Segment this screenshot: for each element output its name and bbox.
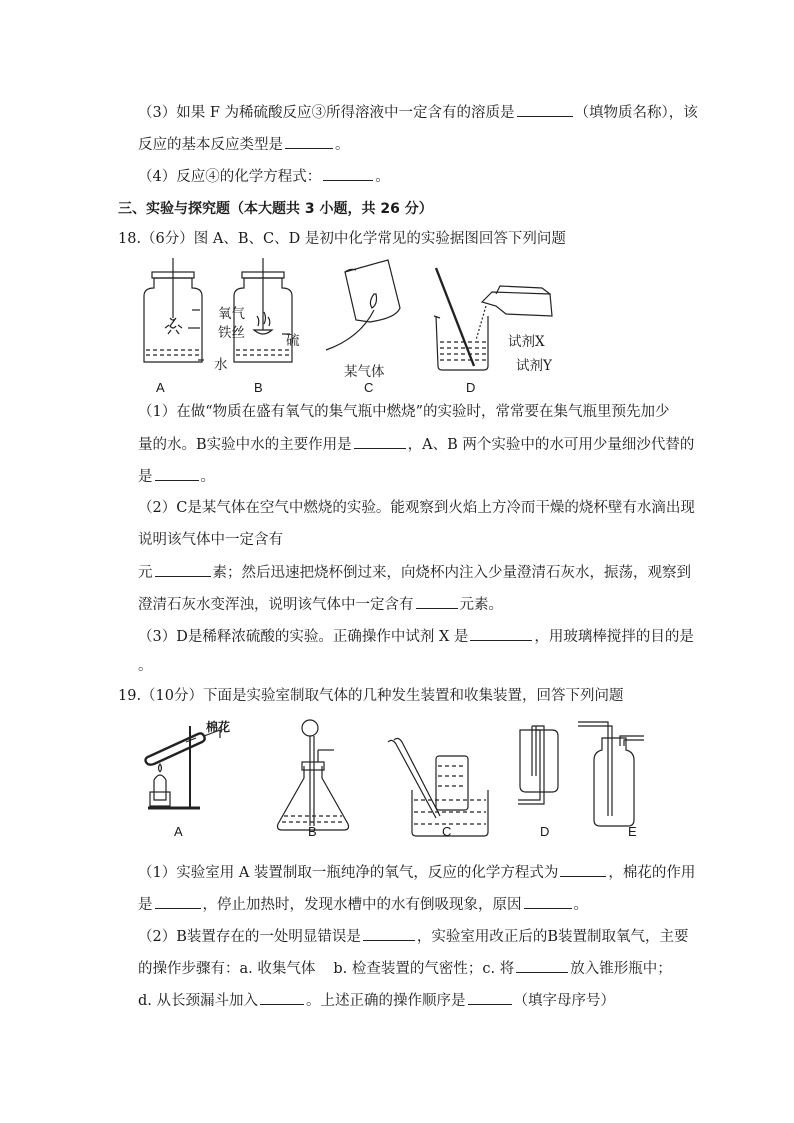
q19-part1-line2: 是 ，停止加热时，发现水槽中的水有倒吸现象，原因 。 [138,894,588,915]
q18-part1-line2: 量的水。B实验中水的主要作用是 ，A、B 两个实验中的水可用少量细沙代替的 [138,434,694,455]
answer-blank[interactable] [470,626,532,641]
caption-d: D [466,380,476,395]
q19-apparatus-drawing [140,716,660,846]
caption-b: B [308,824,317,839]
caption-a: A [174,824,183,839]
caption-c: C [442,824,452,839]
q17-part3-line1: （3）如果 F 为稀硫酸反应③所得溶液中一定含有的溶质是 （填物质名称），该 [138,102,698,123]
q18-part2-line4: 澄清石灰水变浑浊，说明该气体中一定含有 元素。 [138,594,503,615]
section-title: 三、实验与探究题（本大题共 3 小题，共 26 分） [118,201,433,217]
caption-a: A [156,380,165,395]
label-reagent-y: 试剂Y [516,358,552,374]
caption-e: E [628,824,637,839]
setup-c [388,738,488,836]
label-cotton: 棉花 [206,720,231,734]
q18-part3-line1: （3）D是稀释浓硫酸的实验。正确操作中试剂 X 是 ，用玻璃棒搅拌的目的是 [138,626,694,647]
answer-blank[interactable] [468,990,512,1005]
caption-c: C [364,380,374,395]
q18-part2-line1: （2）C是某气体在空气中燃烧的实验。能观察到火焰上方冷而干燥的烧杯壁有水滴出现 [138,500,695,516]
label-oxygen: 氧气 [218,306,245,322]
q19-part1-line1: （1）实验室用 A 装置制取一瓶纯净的氧气，反应的化学方程式为 ，棉花的作用 [138,862,695,883]
answer-blank[interactable] [416,594,458,609]
answer-blank[interactable] [155,562,211,577]
setup-a [146,726,221,808]
answer-blank[interactable] [363,926,415,941]
q19-part2-line3: d. 从长颈漏斗加入 。上述正确的操作顺序是 （填字母序号） [138,990,615,1011]
setup-e [578,722,644,826]
q18-stem: 18.（6分）图 A、B、C、D 是初中化学常见的实验据图回答下列问题 [118,231,566,247]
answer-blank[interactable] [285,134,333,149]
q19-figure [140,716,660,846]
q18-part2-line2: 说明该气体中一定含有 [138,532,283,548]
caption-d: D [540,824,550,839]
answer-blank[interactable] [155,894,201,909]
setup-d [518,726,558,804]
q19-part2-line1: （2）B装置存在的一处明显错误是 ，实验室用改正后的B装置制取氧气，主要 [138,926,689,947]
answer-blank[interactable] [516,958,568,973]
answer-blank[interactable] [517,102,573,117]
q18-figure [130,258,590,398]
caption-b: B [254,380,263,395]
q19-stem: 19.（10分）下面是实验室制取气体的几种发生装置和收集装置，回答下列问题 [118,688,624,704]
q17-part4: （4）反应④的化学方程式： 。 [138,166,390,187]
answer-blank[interactable] [323,166,373,181]
answer-blank[interactable] [560,862,606,877]
label-gas: 某气体 [344,364,385,380]
setup-b [278,720,349,830]
label-sulfur: 硫 [286,333,300,349]
q18-part1-line1: （1）在做“物质在盛有氧气的集气瓶中燃烧”的实验时，常常要在集气瓶里预先加少 [138,404,670,420]
label-iron-wire: 铁丝 [218,325,245,341]
label-water: 水 [214,357,228,373]
label-reagent-x: 试剂X [508,334,545,350]
answer-blank[interactable] [524,894,572,909]
q18-part1-line3: 是 。 [138,466,215,487]
q17-part3-line2: 反应的基本反应类型是 。 [138,134,350,155]
q18-part3-end: 。 [138,658,153,674]
beaker-c [326,260,400,350]
q18-part2-line3: 元 素；然后迅速把烧杯倒过来，向烧杯内注入少量澄清石灰水，振荡，观察到 [138,562,691,583]
answer-blank[interactable] [260,990,304,1005]
jar-a [144,258,204,362]
answer-blank[interactable] [155,466,199,481]
answer-blank[interactable] [354,434,406,449]
q19-part2-line2: 的操作步骤有：a. 收集气体 b. 检查装置的气密性；c. 将 放入锥形瓶中； [138,958,672,979]
